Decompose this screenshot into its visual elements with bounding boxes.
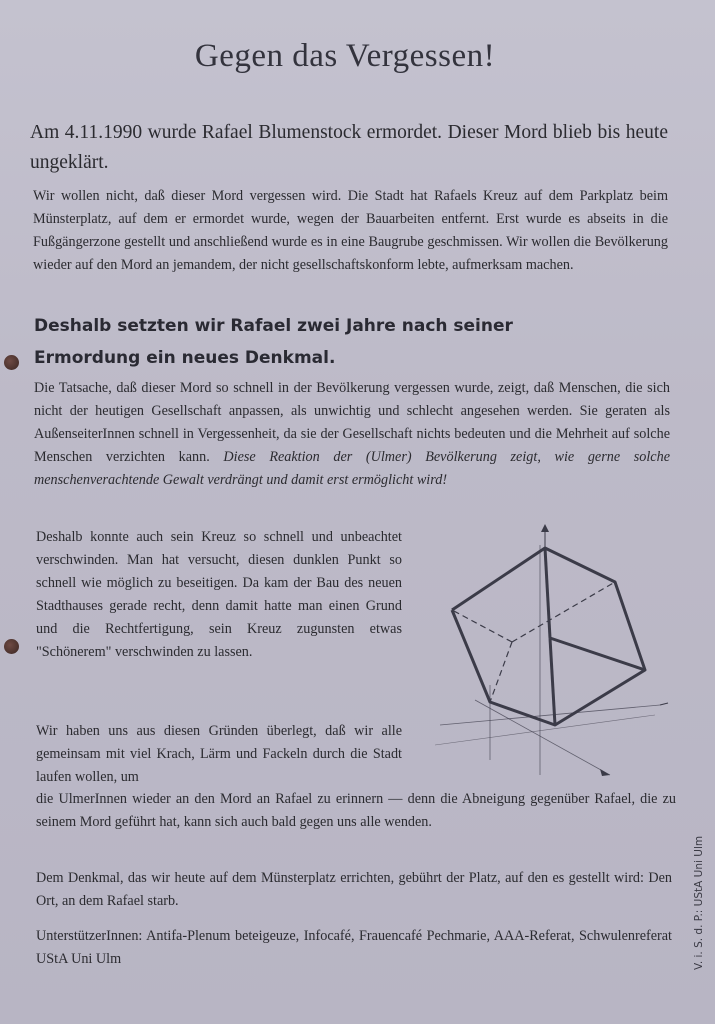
punch-hole-top <box>4 355 19 370</box>
paragraph-2 <box>34 377 670 492</box>
paragraph-3: Deshalb konnte auch sein Kreuz so schnell und unbeachtet verschwinden. Man hat versucht, diesen dunklen Punkt so schnell wie möglich zu beseitigen. Da kam der Bau des neuen Stadthauses gerade recht, denn damit hatte man einen Grund und die Rechtfertigung, sein Kreuz zugunsten etwas "Schönerem" verschwinden zu lassen. <box>36 529 402 660</box>
cube-drawing <box>420 520 670 785</box>
paragraph-4-top: Wir haben uns aus diesen Gründen überlegt, daß wir alle gemeinsam mit viel Krach, Lärm und Fackeln durch die Stadt laufen wollen, um <box>36 723 402 785</box>
punch-hole-bottom <box>4 639 19 654</box>
paragraph-2-italic: Diese Reaktion der (Ulmer) Bevölkerung zeigt, wie gerne solche menschenverachtende Gewalt verdrängt und damit erst ermöglicht wird! <box>34 449 670 488</box>
lead-paragraph: Am 4.11.1990 wurde Rafael Blumenstock ermordet. Dieser Mord blieb bis heute ungeklärt. <box>30 122 668 173</box>
imprint-note: V. i. S. d. P.: UStA Uni Ulm <box>693 835 705 970</box>
page-title: Gegen das Vergessen! <box>194 38 496 74</box>
paragraph-4-bottom: die UlmerInnen wieder an den Mord an Rafael zu erinnern — denn die Abneigung gegenüber Rafael, die zu seinem Mord geführt hat, kann sich auch bald gegen uns alle wenden. <box>36 791 676 830</box>
paragraph-2-text: Die Tatsache, daß dieser Mord so schnell in der Bevölkerung vergessen wurde, zeigt, daß Menschen, die sich nicht der heutigen Gesellschaft anpassen, als unwichtig und schlecht angesehen werden. Sie geraten als AußenseiterInnen schnell in Vergessenheit, da sie der Gesellschaft nichts bedeuten und die Mehrheit auf solche Menschen verzichten kann. <box>34 380 670 465</box>
paragraph-1: Wir wollen nicht, daß dieser Mord vergessen wird. Die Stadt hat Rafaels Kreuz auf dem Parkplatz beim Münsterplatz, auf dem er ermordet wurde, wegen der Bauarbeiten entfernt. Erst wurde es abseits in die Fußgängerzone gestellt und anschließend wurde es in eine Baugrube geschmissen. Wir wollen die Bevölkerung wieder auf den Mord an jemandem, der nicht gesellschaftskonform lebte, aufmerksam machen. <box>33 188 668 273</box>
paragraph-5: Dem Denkmal, das wir heute auf dem Münsterplatz errichten, gebührt der Platz, auf den es gestellt wird: Den Ort, an dem Rafael starb. <box>36 870 672 909</box>
section-heading: Deshalb setzten wir Rafael zwei Jahre nach seiner Ermordung ein neues Denkmal. <box>34 316 513 368</box>
supporters-paragraph: UnterstützerInnen: Antifa-Plenum beteigeuze, Infocafé, Frauencafé Pechmarie, AAA-Referat, Schwulenreferat UStA Uni Ulm <box>36 928 672 967</box>
